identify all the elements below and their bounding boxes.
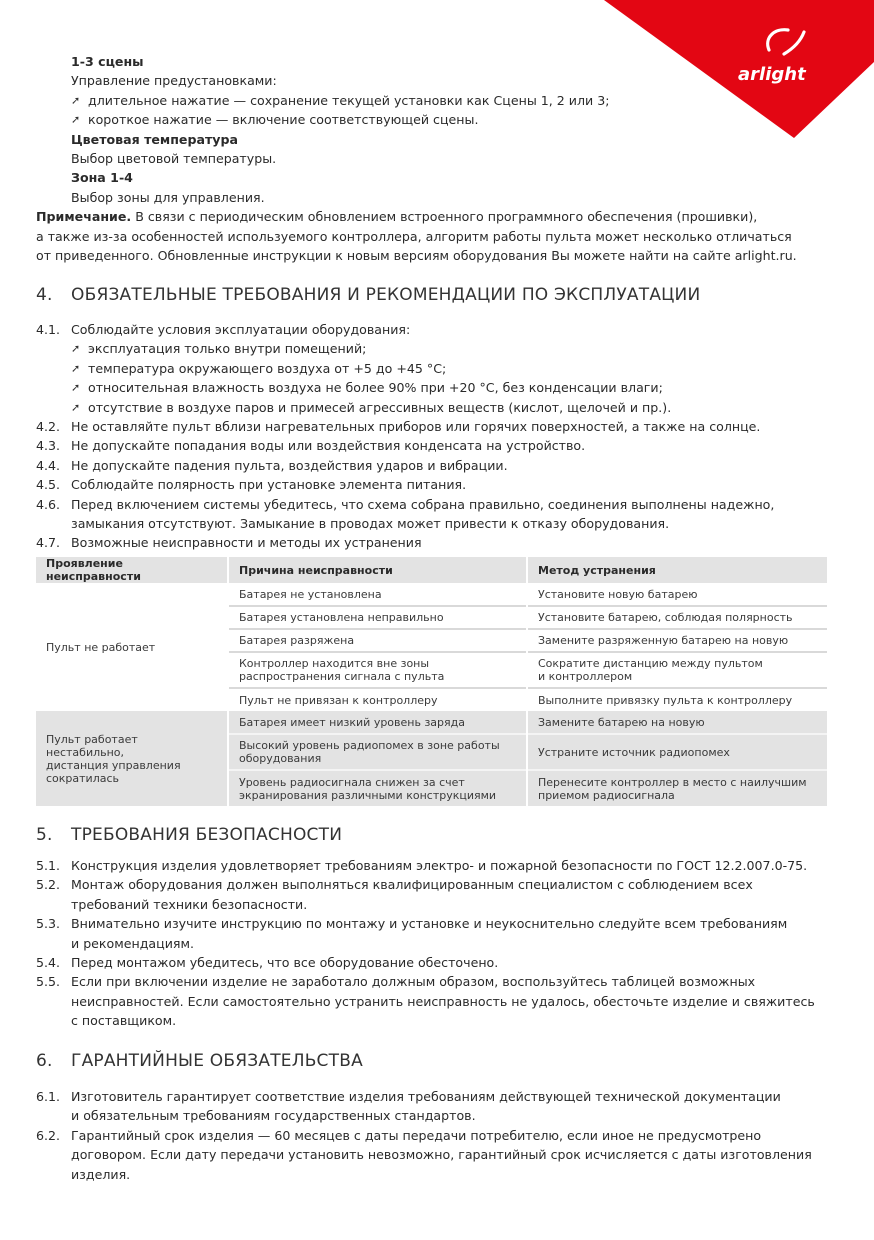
section-6-title: 6. ГАРАНТИЙНЫЕ ОБЯЗАТЕЛЬСТВА	[36, 1051, 363, 1071]
arlight-logo: arlight	[738, 64, 806, 85]
color-temp-heading: Цветовая температура	[71, 131, 238, 147]
fix-cell: Устраните источник радиопомех	[527, 734, 827, 770]
section-5-list	[0, 856, 874, 1031]
arrow-bullet-icon: ➚	[71, 361, 81, 375]
cause-cell: Батарея имеет низкий уровень заряда	[228, 711, 527, 734]
scenes-heading: 1-3 сцены	[71, 54, 144, 69]
list-item: 4.3. Не допускайте попадания воды или воздействия конденсата на устройство.	[36, 438, 586, 454]
cause-cell: Батарея разряжена	[228, 629, 527, 652]
list-item: 4.2. Не оставляйте пульт вблизи нагревательных приборов или горячих поверхностей, а также на солнце.	[36, 419, 761, 435]
section-4-list	[0, 320, 874, 553]
cause-cell: Уровень радиосигнала снижен за счет экранирования различными конструкциями	[228, 770, 527, 806]
note-line: а также из-за особенностей используемого контроллера, алгоритм работы пульта может несколько отличаться	[36, 228, 792, 244]
condition-bullet: ➚ отсутствие в воздухе паров и примесей агрессивных веществ (кислот, щелочей и пр.).	[0, 398, 874, 417]
fix-cell: Замените разряженную батарею на новую	[527, 629, 827, 652]
scenes-bullet: ➚ короткое нажатие — включение соответствующей сцены.	[0, 110, 874, 129]
cause-cell: Высокий уровень радиопомех в зоне работы оборудования	[228, 734, 527, 770]
list-item: 5.1. Конструкция изделия удовлетворяет требованиям электро- и пожарной безопасности по ГОСТ 12.2.007.0-75.	[36, 858, 808, 873]
note-label: Примечание.	[36, 209, 132, 225]
column-header: Метод устранения	[527, 557, 827, 583]
list-item: 6.2. Гарантийный срок изделия — 60 месяцев с даты передачи потребителю, если иное не предусмотрено договором. Если дату передачи установить невозможно, гарантийный срок исчисляется с даты изготовления изделия.	[36, 1127, 812, 1182]
column-header: Причина неисправности	[228, 557, 527, 583]
cause-cell: Контроллер находится вне зоны распространения сигнала с пульта	[228, 652, 527, 688]
cause-cell: Батарея не установлена	[228, 583, 527, 606]
list-item: 5.3. Внимательно изучите инструкцию по монтажу и установке и неукоснительно следуйте всем требованиям и рекомендациям.	[36, 916, 788, 951]
table-row	[36, 583, 827, 606]
zone-heading: Зона 1-4	[71, 170, 133, 186]
list-item: 4.5. Соблюдайте полярность при установке элемента питания.	[36, 477, 467, 493]
section-4-title: 4. ОБЯЗАТЕЛЬНЫЕ ТРЕБОВАНИЯ И РЕКОМЕНДАЦИИ ПО ЭКСПЛУАТАЦИИ	[36, 285, 701, 305]
list-item: 4.1. Соблюдайте условия эксплуатации оборудования:	[36, 322, 411, 337]
list-item: 4.6. Перед включением системы убедитесь, что схема собрана правильно, соединения выполнены надежно, замыкания отсутствуют. Замыкание в проводах может привести к отказу оборудования.	[36, 496, 775, 532]
cause-cell: Пульт не привязан к контроллеру	[228, 688, 527, 711]
arrow-bullet-icon: ➚	[71, 93, 81, 107]
color-temp-desc: Выбор цветовой температуры.	[71, 151, 277, 167]
condition-bullet: ➚ эксплуатация только внутри помещений;	[0, 339, 874, 358]
condition-bullet: ➚ относительная влажность воздуха не более 90% при +20 °C, без конденсации влаги;	[0, 378, 874, 397]
fix-cell: Выполните привязку пульта к контроллеру	[527, 688, 827, 711]
fix-cell: Замените батарею на новую	[527, 711, 827, 734]
scenes-desc: Управление предустановками:	[71, 73, 277, 89]
faults-table	[36, 557, 827, 806]
table-header-row	[36, 557, 827, 583]
arrow-bullet-icon: ➚	[71, 113, 81, 127]
cause-cell: Батарея установлена неправильно	[228, 606, 527, 629]
list-item: 5.2. Монтаж оборудования должен выполняться квалифицированным специалистом с соблюдением всех требований техники безопасности.	[36, 877, 753, 912]
fix-cell: Сократите дистанцию между пультом и контроллером	[527, 652, 827, 688]
section-6-list	[0, 1087, 874, 1184]
fix-cell: Установите новую батарею	[527, 583, 827, 606]
list-item: 4.7. Возможные неисправности и методы их устранения	[36, 535, 422, 551]
note-line: от приведенного. Обновленные инструкции к новым версиям оборудования Вы можете найти на сайте arlight.ru.	[36, 248, 797, 264]
list-item: 5.5. Если при включении изделие не заработало должным образом, воспользуйтесь таблицей возможных неисправностей. Если самостоятельно устранить неисправность не удалось, обесточьте изделие и свяжитесь с поставщиком.	[36, 974, 815, 1029]
list-item: 4.4. Не допускайте падения пульта, воздействия ударов и вибрации.	[36, 457, 508, 473]
arrow-bullet-icon: ➚	[71, 400, 81, 414]
symptom-cell: Пульт работает нестабильно, дистанция управления сократилась	[36, 711, 228, 806]
condition-bullet: ➚ температура окружающего воздуха от +5 до +45 °C;	[0, 359, 874, 378]
list-item: 5.4. Перед монтажом убедитесь, что все оборудование обесточено.	[36, 955, 499, 971]
scene-controls	[0, 52, 874, 265]
arrow-bullet-icon: ➚	[71, 342, 81, 356]
arrow-bullet-icon: ➚	[71, 381, 81, 395]
column-header: Проявление неисправности	[36, 557, 228, 583]
scenes-bullet: ➚ длительное нажатие — сохранение текущей установки как Сцены 1, 2 или 3;	[0, 91, 874, 110]
zone-desc: Выбор зоны для управления.	[71, 189, 265, 205]
list-item: 6.1. Изготовитель гарантирует соответствие изделия требованиям действующей технической документации и обязательным требованиям государственных стандартов.	[36, 1089, 781, 1124]
symptom-cell: Пульт не работает	[36, 583, 228, 711]
section-5-title: 5. ТРЕБОВАНИЯ БЕЗОПАСНОСТИ	[36, 825, 343, 845]
note-line: Примечание. В связи с периодическим обновлением встроенного программного обеспечения (прошивки),	[36, 209, 758, 225]
fix-cell: Перенесите контроллер в место с наилучшим приемом радиосигнала	[527, 770, 827, 806]
fix-cell: Установите батарею, соблюдая полярность	[527, 606, 827, 629]
table-row	[36, 711, 827, 734]
